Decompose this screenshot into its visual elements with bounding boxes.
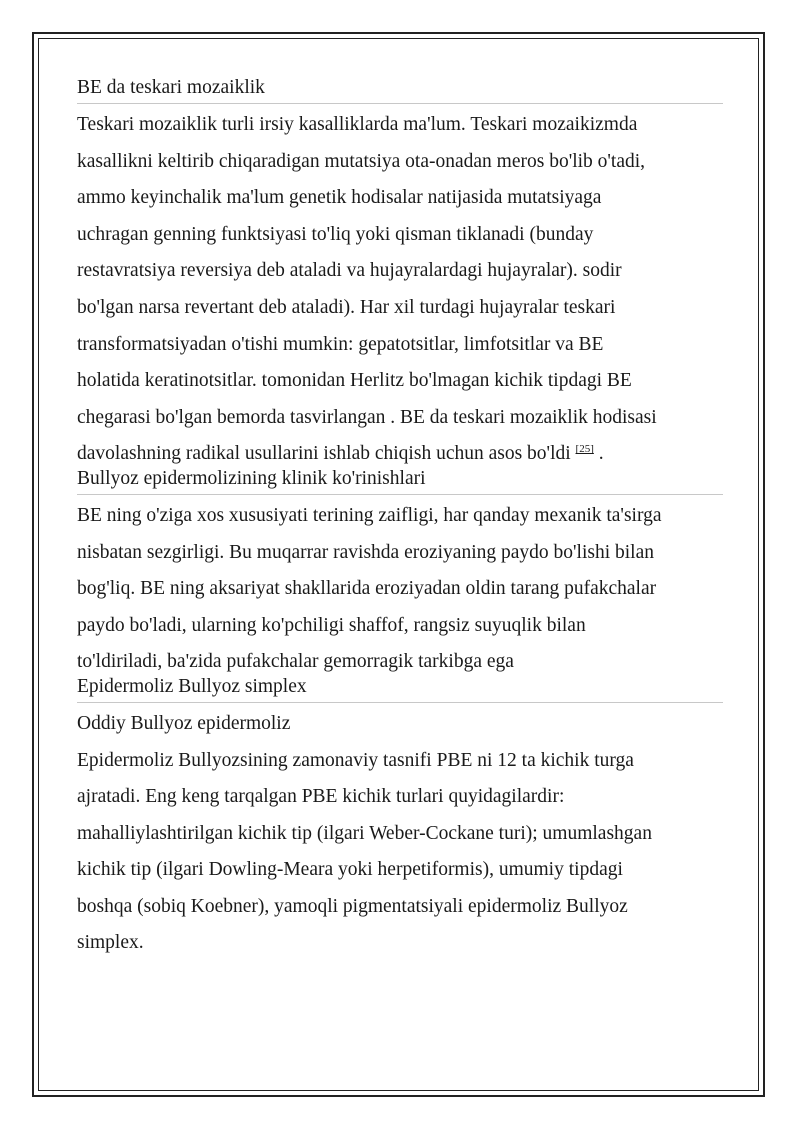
- section-heading-clinical-signs: Bullyoz epidermolizining klinik ko'rinishlari: [77, 465, 723, 495]
- text-line: holatida keratinotsitlar. tomonidan Herlitz bo'lmagan kichik tipdagi BE: [77, 370, 632, 392]
- text-line: Teskari mozaiklik turli irsiy kasalliklarda ma'lum. Teskari mozaikizmda: [77, 114, 638, 135]
- text-line: ammo keyinchalik ma'lum genetik hodisalar natijasida mutatsiyaga: [77, 187, 602, 209]
- text-line: kichik tip (ilgari Dowling-Meara yoki herpetiformis), umumiy tipdagi: [77, 859, 623, 881]
- text-fragment: .: [593, 443, 604, 465]
- text-line: nisbatan sezgirligi. Bu muqarrar ravishda eroziyaning paydo bo'lishi bilan: [77, 541, 654, 563]
- section-heading-simplex: Epidermoliz Bullyoz simplex: [77, 673, 723, 703]
- text-line: transformatsiyadan o'tishi mumkin: gepatotsitlar, limfotsitlar va BE: [77, 333, 604, 355]
- text-line: bo'lgan narsa revertant deb ataladi). Har xil turdagi hujayralar teskari: [77, 296, 616, 318]
- paragraph-reverse-mosaicism: [77, 107, 723, 473]
- text-line: boshqa (sobiq Koebner), yamoqli pigmentatsiyali epidermoliz Bullyoz: [77, 895, 628, 917]
- text-line: mahalliylashtirilgan kichik tip (ilgari Weber-Cockane turi); umumlashgan: [77, 822, 652, 844]
- paragraph-simplex: [77, 743, 723, 963]
- text-line: chegarasi bo'lgan bemorda tasvirlangan . BE da teskari mozaiklik hodisasi: [77, 406, 657, 428]
- text-line: kasallikni keltirib chiqaradigan mutatsiya ota-onadan meros bo'lib o'tadi,: [77, 150, 646, 172]
- text-line: to'ldiriladi, ba'zida pufakchalar gemorragik tarkibga ega: [77, 651, 514, 673]
- text-line: paydo bo'ladi, ularning ko'pchiligi shaffof, rangsiz suyuqlik bilan: [77, 614, 586, 636]
- text-line: ajratadi. Eng keng tarqalgan PBE kichik turlari quyidagilardir:: [77, 786, 565, 808]
- text-line: uchragan genning funktsiyasi to'liq yoki qisman tiklanadi (bunday: [77, 223, 594, 245]
- text-line: BE ning o'ziga xos xususiyati terining zaifligi, har qanday mexanik ta'sirga: [77, 504, 662, 526]
- text-line: simplex.: [77, 932, 144, 954]
- citation-link[interactable]: [25]: [575, 443, 594, 456]
- document-body: [77, 74, 723, 962]
- text-line: Epidermoliz Bullyozsining zamonaviy tasnifi PBE ni 12 ta kichik turga: [77, 749, 634, 771]
- section-subtitle: Oddiy Bullyoz epidermoliz: [77, 712, 291, 734]
- text-line: bog'liq. BE ning aksariyat shakllarida eroziyadan oldin tarang pufakchalar: [77, 578, 657, 600]
- section-heading-reverse-mosaicism: BE da teskari mozaiklik: [77, 74, 723, 104]
- paragraph-clinical-signs: [77, 498, 723, 681]
- text-fragment: davolashning radikal usullarini ishlab chiqish uchun asos bo'ldi: [77, 443, 571, 465]
- text-line: restavratsiya reversiya deb ataladi va hujayralardagi hujayralar). sodir: [77, 260, 622, 282]
